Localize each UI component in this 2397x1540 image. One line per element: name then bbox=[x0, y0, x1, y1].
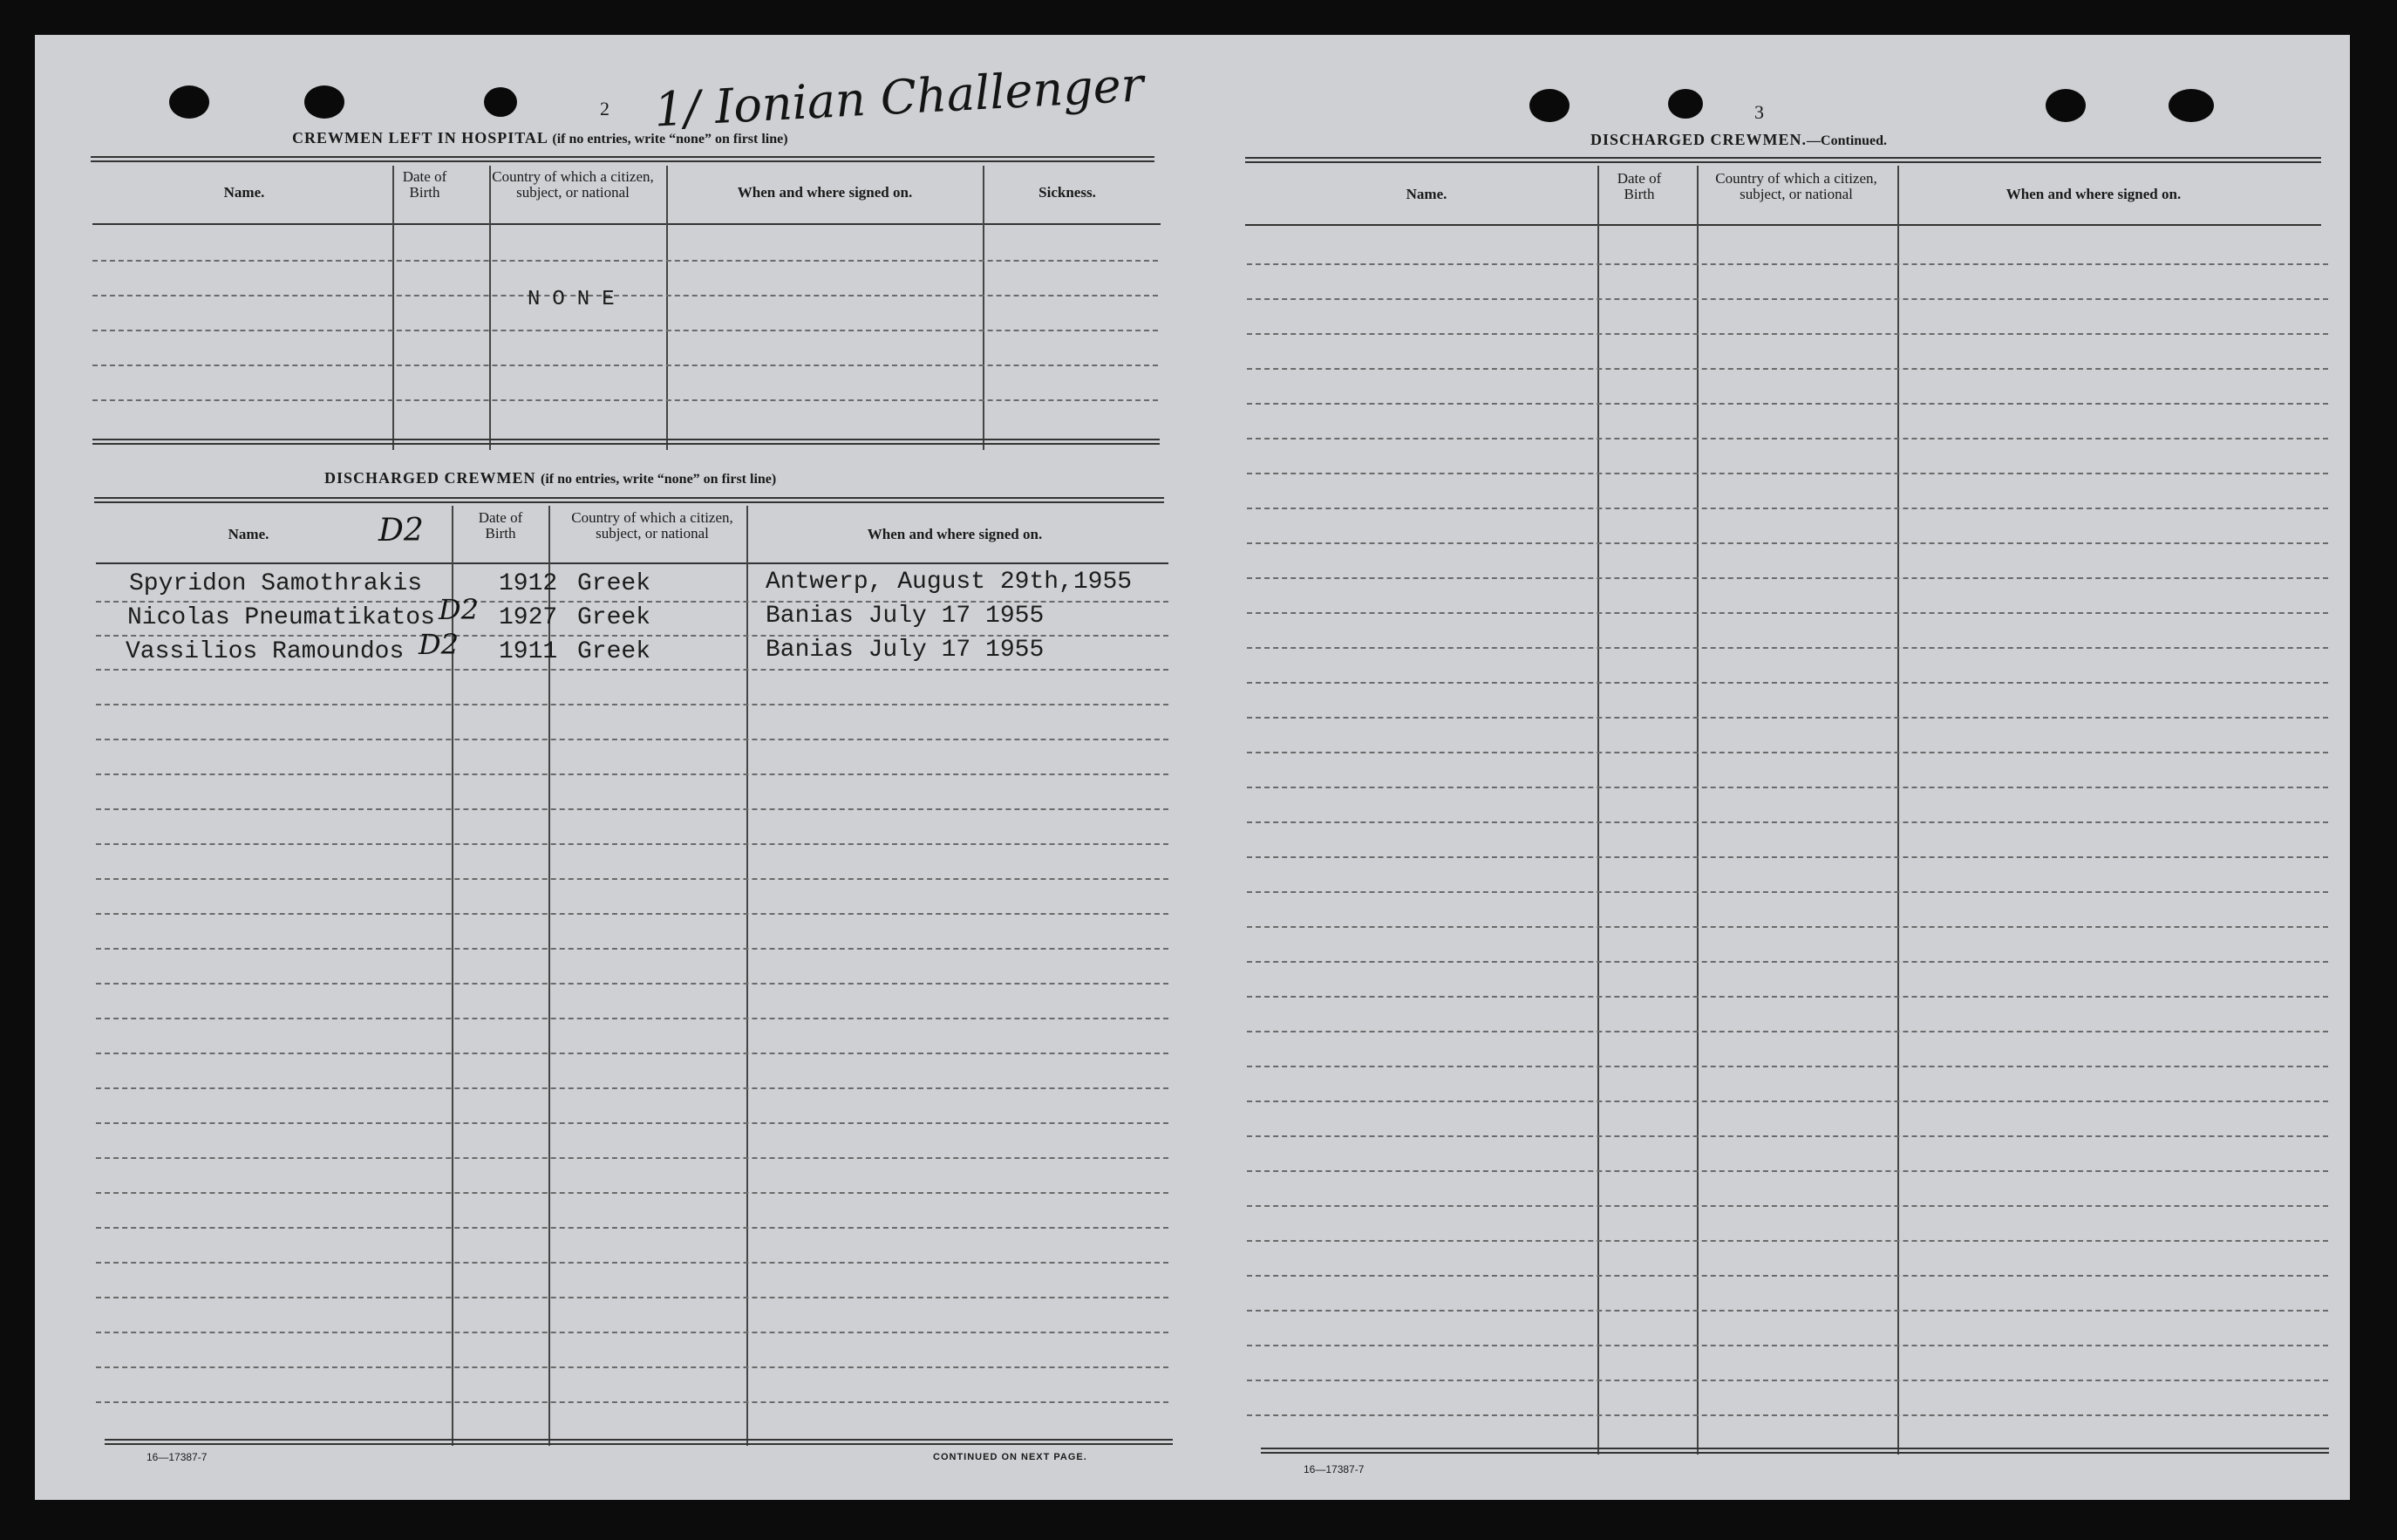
row-line bbox=[1247, 926, 2328, 928]
handwritten-ship-name: 1/ Ionian Challenger bbox=[652, 57, 1145, 138]
punch-hole bbox=[2046, 89, 2086, 122]
col-header-name: Name. bbox=[223, 184, 265, 201]
row-line bbox=[1247, 508, 2328, 509]
col-header-country: Country of which a citizen, subject, or national bbox=[492, 168, 654, 201]
rule bbox=[91, 156, 1154, 162]
row-line bbox=[1247, 961, 2328, 963]
form-number: 16—17387-7 bbox=[146, 1451, 208, 1463]
discharged-continued-title: DISCHARGED CREWMEN.—Continued. bbox=[1590, 131, 1888, 148]
row-line bbox=[96, 1122, 1168, 1124]
discharged-section-title: DISCHARGED CREWMEN (if no entries, write “none” on first line) bbox=[324, 469, 777, 487]
row-line bbox=[96, 1192, 1168, 1194]
row-line bbox=[1247, 542, 2328, 544]
row-line bbox=[1247, 1066, 2328, 1067]
col-header-name: Name. bbox=[228, 526, 269, 542]
crewman-name: Spyridon Samothrakis bbox=[129, 570, 423, 597]
row-line bbox=[96, 773, 1168, 775]
none-entry: NONE bbox=[528, 288, 627, 311]
row-line bbox=[1247, 612, 2328, 614]
punch-hole bbox=[1529, 89, 1570, 122]
col-header-birth: Date of Birth bbox=[402, 168, 447, 201]
row-line bbox=[1247, 1100, 2328, 1102]
col-header-signed-on: When and where signed on. bbox=[737, 184, 913, 201]
row-line bbox=[96, 1227, 1168, 1229]
row-line bbox=[1247, 682, 2328, 684]
row-line bbox=[1247, 1135, 2328, 1137]
row-line bbox=[1247, 1205, 2328, 1207]
row-line bbox=[1247, 1275, 2328, 1277]
country: Greek bbox=[577, 604, 651, 631]
row-line bbox=[1247, 263, 2328, 265]
header-rule bbox=[1245, 224, 2321, 226]
column-divider bbox=[666, 166, 668, 450]
row-line bbox=[1247, 1031, 2328, 1032]
row-line bbox=[1247, 891, 2328, 893]
crewman-name: Nicolas Pneumatikatos bbox=[127, 604, 435, 631]
hospital-section-title: CREWMEN LEFT IN HOSPITAL (if no entries, write “none” on first line) bbox=[292, 129, 788, 147]
row-line bbox=[1247, 1310, 2328, 1312]
crewman-name: Vassilios Ramoundos bbox=[126, 638, 405, 665]
col-header-signed-on: When and where signed on. bbox=[867, 526, 1043, 542]
page-number: 2 bbox=[600, 98, 609, 119]
row-line bbox=[96, 669, 1168, 671]
header-rule bbox=[92, 223, 1161, 225]
birth-year: 1911 bbox=[499, 638, 558, 665]
column-divider bbox=[746, 506, 748, 1446]
column-divider bbox=[489, 166, 491, 450]
row-line bbox=[96, 1087, 1168, 1089]
row-line bbox=[1247, 473, 2328, 474]
header-rule bbox=[96, 562, 1168, 564]
column-divider bbox=[983, 166, 984, 450]
column-divider bbox=[1697, 166, 1699, 1455]
row-line bbox=[1247, 717, 2328, 719]
row-line bbox=[1247, 1170, 2328, 1172]
row-line bbox=[92, 260, 1158, 262]
row-line bbox=[96, 1053, 1168, 1054]
form-number: 16—17387-7 bbox=[1304, 1463, 1365, 1475]
handwritten-mark: D2 bbox=[378, 513, 424, 549]
row-line bbox=[96, 739, 1168, 740]
col-header-name: Name. bbox=[1406, 186, 1447, 202]
rule bbox=[1261, 1448, 2329, 1454]
row-line bbox=[96, 983, 1168, 985]
row-line bbox=[1247, 577, 2328, 579]
row-line bbox=[1247, 752, 2328, 753]
row-line bbox=[1247, 368, 2328, 370]
row-line bbox=[1247, 647, 2328, 649]
row-line bbox=[92, 365, 1158, 366]
handwritten-mark: D2 bbox=[419, 628, 460, 661]
row-line bbox=[96, 1018, 1168, 1019]
column-divider bbox=[1597, 166, 1599, 1455]
row-line bbox=[96, 704, 1168, 705]
row-line bbox=[1247, 298, 2328, 300]
punch-hole bbox=[304, 85, 344, 119]
col-header-birth: Date of Birth bbox=[478, 509, 523, 542]
row-line bbox=[96, 948, 1168, 950]
row-line bbox=[96, 808, 1168, 810]
rule bbox=[105, 1439, 1173, 1445]
row-line bbox=[96, 913, 1168, 915]
row-line bbox=[1247, 438, 2328, 440]
country: Greek bbox=[577, 638, 651, 665]
column-divider bbox=[392, 166, 394, 450]
row-line bbox=[96, 1401, 1168, 1403]
row-line bbox=[96, 1297, 1168, 1298]
row-line bbox=[96, 1332, 1168, 1333]
row-line bbox=[1247, 821, 2328, 823]
row-line bbox=[1247, 1414, 2328, 1416]
signed-on: Antwerp, August 29th,1955 bbox=[766, 569, 1133, 596]
col-header-country: Country of which a citizen, subject, or national bbox=[1715, 170, 1877, 202]
punch-hole bbox=[169, 85, 209, 119]
punch-hole bbox=[2169, 89, 2214, 122]
row-line bbox=[96, 1262, 1168, 1264]
column-divider bbox=[1897, 166, 1899, 1455]
birth-year: 1927 bbox=[499, 604, 558, 631]
row-line bbox=[1247, 1380, 2328, 1381]
col-header-country: Country of which a citizen, subject, or national bbox=[571, 509, 733, 542]
row-line bbox=[96, 1157, 1168, 1159]
manifest-sheet bbox=[35, 35, 2350, 1500]
rule bbox=[94, 497, 1164, 503]
row-line bbox=[1247, 856, 2328, 858]
punch-hole bbox=[484, 87, 517, 117]
signed-on: Banias July 17 1955 bbox=[766, 603, 1045, 630]
row-line bbox=[92, 330, 1158, 331]
row-line bbox=[1247, 403, 2328, 405]
row-line bbox=[1247, 1345, 2328, 1346]
birth-year: 1912 bbox=[499, 570, 558, 597]
row-line bbox=[96, 843, 1168, 845]
signed-on: Banias July 17 1955 bbox=[766, 637, 1045, 664]
col-header-signed-on: When and where signed on. bbox=[2005, 186, 2182, 202]
rule bbox=[1245, 157, 2321, 163]
page-number: 3 bbox=[1754, 101, 1764, 123]
handwritten-mark: D2 bbox=[439, 593, 480, 626]
continued-note: CONTINUED ON NEXT PAGE. bbox=[933, 1452, 1087, 1462]
country: Greek bbox=[577, 570, 651, 597]
row-line bbox=[96, 878, 1168, 880]
row-line bbox=[1247, 1240, 2328, 1242]
col-header-sickness: Sickness. bbox=[1038, 184, 1096, 201]
row-line bbox=[96, 1366, 1168, 1368]
row-line bbox=[1247, 333, 2328, 335]
row-line bbox=[1247, 787, 2328, 788]
row-line bbox=[1247, 996, 2328, 998]
col-header-birth: Date of Birth bbox=[1617, 170, 1662, 202]
row-line bbox=[92, 399, 1158, 401]
punch-hole bbox=[1668, 89, 1703, 119]
rule bbox=[92, 439, 1160, 445]
